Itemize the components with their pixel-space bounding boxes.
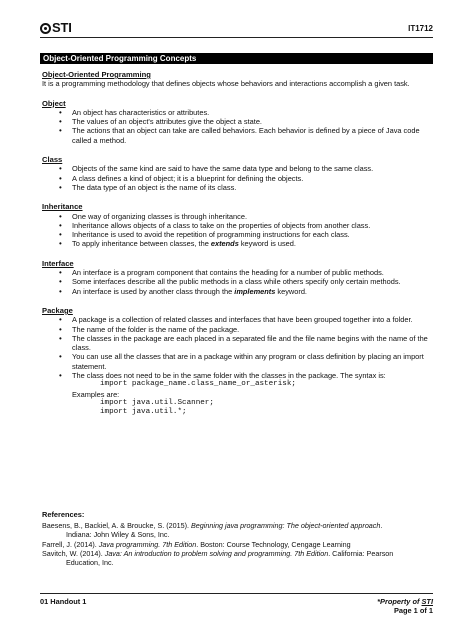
- list-item: • You can use all the classes that are in a package within any program or class definition by placing an import statement.: [42, 352, 435, 371]
- keyword-implements: implements: [234, 286, 276, 296]
- ref-text: Farrell, J. (2014).: [42, 539, 99, 549]
- examples-label: Examples are:: [72, 389, 120, 399]
- list-item: • A class defines a kind of object; it is a blueprint for defining the objects.: [42, 174, 435, 183]
- footer-divider: [40, 593, 433, 594]
- ref-text: . Boston: Course Technology, Cengage Learning: [196, 539, 351, 549]
- list-item: • An object has characteristics or attributes.: [42, 108, 435, 117]
- item-text: keyword.: [275, 286, 307, 296]
- footer-right: [377, 597, 433, 615]
- references-heading: References:: [42, 510, 85, 519]
- references: [42, 510, 435, 567]
- property-brand: STI: [421, 597, 433, 606]
- reference-item: [42, 549, 435, 567]
- section-heading: Package: [42, 305, 73, 315]
- section-package: [42, 306, 435, 418]
- ref-text: Baesens, B., Backiel, A. & Broucke, S. (2015).: [42, 521, 192, 531]
- list-item: • The data type of an object is the name of its class.: [42, 183, 435, 192]
- section-heading: Inheritance: [42, 202, 83, 212]
- ref-text: .: [380, 521, 383, 531]
- list-item: • Inheritance is used to avoid the repetition of programming instructions for each class.: [42, 230, 435, 239]
- list-item: • Some interfaces describe all the public methods in a class while others specify only certain methods.: [42, 277, 435, 286]
- sti-logo: [40, 20, 72, 35]
- example-code: import java.util.Scanner;: [100, 398, 214, 407]
- section-oop: [42, 70, 435, 89]
- ref-text: Savitch, W. (2014).: [42, 548, 105, 558]
- ref-text: . California: Pearson: [328, 548, 394, 558]
- logo-mark-icon: [40, 23, 51, 34]
- keyword-extends: extends: [210, 239, 239, 249]
- section-text: It is a programming methodology that defines objects whose behaviors and interactions accomplish a given task.: [42, 79, 410, 89]
- document-body: [42, 70, 435, 428]
- ref-text: Indiana: John Wiley & Sons, Inc.: [66, 530, 170, 540]
- section-heading: Interface: [42, 258, 74, 268]
- section-heading: Object-Oriented Programming: [42, 70, 151, 79]
- list-item: • The class does not need to be in the same folder with the classes in the package. The syntax is:: [42, 371, 435, 380]
- list-item: • One way of organizing classes is through inheritance.: [42, 212, 435, 221]
- list-item: • A package is a collection of related classes and interfaces that have been grouped together into a folder.: [42, 315, 435, 324]
- property-text: *Property of: [377, 597, 422, 606]
- reference-item: [42, 540, 435, 549]
- item-text: An interface is used by another class through the: [72, 286, 235, 296]
- ref-title: Java: An introduction to problem solving and programming. 7th Edition: [104, 548, 329, 558]
- syntax-code: import package_name.class_name_or_asterisk;: [100, 380, 296, 389]
- section-object: [42, 99, 435, 145]
- list-item: [42, 239, 435, 248]
- section-heading: Class: [42, 155, 63, 165]
- list-item: [42, 287, 435, 296]
- section-interface: [42, 259, 435, 296]
- list-item: • An interface is a program component that contains the heading for a number of public methods.: [42, 268, 435, 277]
- handout-label: 01 Handout 1: [40, 597, 87, 606]
- course-code: IT1712: [408, 24, 433, 33]
- list-item: • The name of the folder is the name of the package.: [42, 325, 435, 334]
- list-item: • The values of an object's attributes give the object a state.: [42, 117, 435, 126]
- list-item: • Inheritance allows objects of a class to take on the properties of objects from another class.: [42, 221, 435, 230]
- logo-text: STI: [52, 20, 72, 35]
- page-title: Object-Oriented Programming Concepts: [40, 53, 433, 64]
- list-item: • The classes in the package are each placed in a separated file and the file name begins with the name of the class.: [42, 334, 435, 353]
- item-text: keyword is used.: [238, 239, 296, 249]
- ref-text: Education, Inc.: [66, 558, 114, 568]
- list-item: • The actions that an object can take are called behaviors. Each behavior is defined by a piece of Java code called a method.: [42, 126, 435, 145]
- property-notice: [377, 597, 433, 606]
- item-text: To apply inheritance between classes, the: [72, 239, 211, 249]
- ref-title: Java programming. 7th Edition: [98, 539, 197, 549]
- example-code: import java.util.*;: [100, 408, 187, 417]
- page-number: Page 1 of 1: [393, 606, 433, 615]
- ref-title: Beginning java programming: The object-oriented approach: [191, 521, 381, 531]
- reference-item: [42, 521, 435, 539]
- header-divider: [40, 37, 433, 38]
- section-inheritance: [42, 202, 435, 248]
- section-class: [42, 155, 435, 192]
- list-item: • Objects of the same kind are said to have the same data type and belong to the same class.: [42, 164, 435, 173]
- section-heading: Object: [42, 98, 66, 108]
